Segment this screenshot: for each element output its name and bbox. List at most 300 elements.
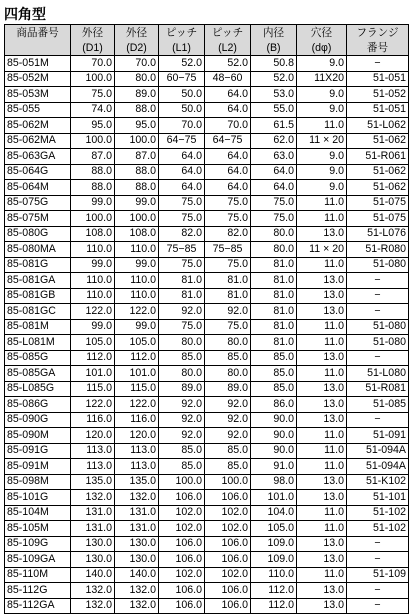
cell-pitch-l1: 80.0 bbox=[159, 335, 205, 351]
cell-inner-b: 63.0 bbox=[251, 149, 297, 165]
cell-outer-d1: 100.0 bbox=[71, 211, 115, 227]
cell-inner-b: 105.0 bbox=[251, 521, 297, 537]
cell-flange-no: 51-080 bbox=[347, 257, 409, 273]
header-row-2 bbox=[5, 40, 409, 56]
header-flange-no: フランジ bbox=[347, 25, 409, 41]
table-row bbox=[5, 133, 409, 149]
cell-pitch-l2: 92.0 bbox=[205, 412, 251, 428]
cell-outer-d1: 130.0 bbox=[71, 552, 115, 568]
cell-flange-no: − bbox=[347, 552, 409, 568]
cell-outer-d2: 108.0 bbox=[115, 226, 159, 242]
cell-outer-d1: 130.0 bbox=[71, 536, 115, 552]
header-pitch-l2: ピッチ bbox=[205, 25, 251, 41]
table-row bbox=[5, 87, 409, 103]
cell-outer-d2: 99.0 bbox=[115, 195, 159, 211]
cell-product-code: 85-091G bbox=[5, 443, 71, 459]
cell-product-code: 85-086G bbox=[5, 397, 71, 413]
cell-hole-d: 11.0 bbox=[297, 319, 347, 335]
cell-product-code: 85-062M bbox=[5, 118, 71, 134]
cell-outer-d1: 120.0 bbox=[71, 428, 115, 444]
cell-flange-no: 51-R080 bbox=[347, 242, 409, 258]
cell-pitch-l2: 106.0 bbox=[205, 490, 251, 506]
cell-outer-d1: 70.0 bbox=[71, 56, 115, 72]
cell-pitch-l2: 106.0 bbox=[205, 598, 251, 614]
cell-flange-no: 51-052 bbox=[347, 87, 409, 103]
cell-outer-d1: 110.0 bbox=[71, 288, 115, 304]
cell-hole-d: 9.0 bbox=[297, 56, 347, 72]
cell-flange-no: − bbox=[347, 56, 409, 72]
cell-outer-d1: 110.0 bbox=[71, 273, 115, 289]
table-row bbox=[5, 164, 409, 180]
cell-inner-b: 109.0 bbox=[251, 536, 297, 552]
header-hole-d-sub: (dφ) bbox=[297, 40, 347, 56]
cell-inner-b: 81.0 bbox=[251, 288, 297, 304]
cell-product-code: 85-053M bbox=[5, 87, 71, 103]
table-row bbox=[5, 428, 409, 444]
cell-outer-d1: 110.0 bbox=[71, 242, 115, 258]
cell-product-code: 85-075M bbox=[5, 211, 71, 227]
cell-pitch-l2: 75.0 bbox=[205, 211, 251, 227]
cell-flange-no: 51-102 bbox=[347, 521, 409, 537]
cell-product-code: 85-098M bbox=[5, 474, 71, 490]
cell-outer-d1: 100.0 bbox=[71, 133, 115, 149]
cell-product-code: 85-112GA bbox=[5, 598, 71, 614]
cell-flange-no: 51-062 bbox=[347, 180, 409, 196]
cell-outer-d1: 135.0 bbox=[71, 474, 115, 490]
cell-flange-no: 51-L062 bbox=[347, 118, 409, 134]
cell-hole-d: 13.0 bbox=[297, 474, 347, 490]
cell-flange-no: 51-062 bbox=[347, 164, 409, 180]
cell-pitch-l1: 50.0 bbox=[159, 87, 205, 103]
table-row bbox=[5, 567, 409, 583]
cell-outer-d1: 122.0 bbox=[71, 397, 115, 413]
cell-inner-b: 104.0 bbox=[251, 505, 297, 521]
cell-flange-no: − bbox=[347, 288, 409, 304]
cell-inner-b: 81.0 bbox=[251, 304, 297, 320]
cell-pitch-l2: 82.0 bbox=[205, 226, 251, 242]
cell-inner-b: 64.0 bbox=[251, 164, 297, 180]
cell-product-code: 85-109GA bbox=[5, 552, 71, 568]
cell-outer-d1: 116.0 bbox=[71, 412, 115, 428]
cell-pitch-l1: 81.0 bbox=[159, 288, 205, 304]
cell-pitch-l2: 52.0 bbox=[205, 56, 251, 72]
cell-product-code: 85-091M bbox=[5, 459, 71, 475]
cell-outer-d2: 88.0 bbox=[115, 164, 159, 180]
header-outer-d1: 外径 bbox=[71, 25, 115, 41]
cell-pitch-l2: 80.0 bbox=[205, 366, 251, 382]
cell-outer-d2: 88.0 bbox=[115, 180, 159, 196]
cell-inner-b: 85.0 bbox=[251, 381, 297, 397]
cell-outer-d2: 140.0 bbox=[115, 567, 159, 583]
cell-flange-no: 51-085 bbox=[347, 397, 409, 413]
cell-pitch-l1: 64.0 bbox=[159, 180, 205, 196]
cell-outer-d1: 113.0 bbox=[71, 459, 115, 475]
cell-outer-d1: 95.0 bbox=[71, 118, 115, 134]
cell-pitch-l2: 89.0 bbox=[205, 381, 251, 397]
cell-inner-b: 91.0 bbox=[251, 459, 297, 475]
cell-pitch-l2: 48−60 bbox=[205, 71, 251, 87]
cell-outer-d1: 99.0 bbox=[71, 319, 115, 335]
cell-pitch-l2: 81.0 bbox=[205, 288, 251, 304]
cell-pitch-l1: 106.0 bbox=[159, 598, 205, 614]
header-pitch-l1: ピッチ bbox=[159, 25, 205, 41]
cell-hole-d: 9.0 bbox=[297, 149, 347, 165]
cell-product-code: 85-081M bbox=[5, 319, 71, 335]
cell-outer-d1: 88.0 bbox=[71, 164, 115, 180]
cell-pitch-l2: 64.0 bbox=[205, 87, 251, 103]
cell-hole-d: 13.0 bbox=[297, 412, 347, 428]
cell-pitch-l2: 85.0 bbox=[205, 350, 251, 366]
header-outer-d2: 外径 bbox=[115, 25, 159, 41]
cell-outer-d2: 113.0 bbox=[115, 459, 159, 475]
cell-outer-d1: 105.0 bbox=[71, 335, 115, 351]
cell-product-code: 85-064G bbox=[5, 164, 71, 180]
cell-hole-d: 11.0 bbox=[297, 257, 347, 273]
cell-product-code: 85-L085G bbox=[5, 381, 71, 397]
cell-hole-d: 11.0 bbox=[297, 366, 347, 382]
cell-pitch-l1: 64−75 bbox=[159, 133, 205, 149]
cell-pitch-l1: 81.0 bbox=[159, 273, 205, 289]
header-row-1 bbox=[5, 25, 409, 41]
cell-outer-d1: 132.0 bbox=[71, 583, 115, 599]
table-row bbox=[5, 149, 409, 165]
cell-flange-no: 51-L076 bbox=[347, 226, 409, 242]
cell-outer-d1: 131.0 bbox=[71, 505, 115, 521]
cell-inner-b: 80.0 bbox=[251, 242, 297, 258]
cell-flange-no: − bbox=[347, 412, 409, 428]
cell-product-code: 85-051M bbox=[5, 56, 71, 72]
cell-hole-d: 11.0 bbox=[297, 118, 347, 134]
cell-pitch-l2: 64.0 bbox=[205, 180, 251, 196]
cell-product-code: 85-085G bbox=[5, 350, 71, 366]
table-row bbox=[5, 335, 409, 351]
cell-flange-no: 51-R081 bbox=[347, 381, 409, 397]
header-pitch-l2-sub: (L2) bbox=[205, 40, 251, 56]
cell-hole-d: 13.0 bbox=[297, 490, 347, 506]
cell-outer-d2: 130.0 bbox=[115, 536, 159, 552]
table-row bbox=[5, 319, 409, 335]
cell-hole-d: 13.0 bbox=[297, 226, 347, 242]
cell-outer-d1: 115.0 bbox=[71, 381, 115, 397]
cell-pitch-l2: 102.0 bbox=[205, 505, 251, 521]
cell-hole-d: 13.0 bbox=[297, 304, 347, 320]
cell-hole-d: 11.0 bbox=[297, 521, 347, 537]
table-row bbox=[5, 490, 409, 506]
table-row bbox=[5, 397, 409, 413]
cell-pitch-l1: 102.0 bbox=[159, 567, 205, 583]
cell-pitch-l2: 80.0 bbox=[205, 335, 251, 351]
cell-hole-d: 11.0 bbox=[297, 505, 347, 521]
cell-flange-no: 51-075 bbox=[347, 211, 409, 227]
cell-outer-d2: 101.0 bbox=[115, 366, 159, 382]
cell-hole-d: 11.0 bbox=[297, 567, 347, 583]
cell-product-code: 85-110M bbox=[5, 567, 71, 583]
table-row bbox=[5, 195, 409, 211]
cell-hole-d: 11.0 bbox=[297, 459, 347, 475]
cell-outer-d2: 116.0 bbox=[115, 412, 159, 428]
cell-pitch-l2: 64.0 bbox=[205, 102, 251, 118]
cell-product-code: 85-109G bbox=[5, 536, 71, 552]
cell-inner-b: 90.0 bbox=[251, 412, 297, 428]
cell-inner-b: 81.0 bbox=[251, 257, 297, 273]
cell-flange-no: 51-091 bbox=[347, 428, 409, 444]
cell-pitch-l1: 106.0 bbox=[159, 583, 205, 599]
header-hole-d: 穴径 bbox=[297, 25, 347, 41]
spec-table bbox=[4, 24, 409, 614]
cell-pitch-l1: 64.0 bbox=[159, 164, 205, 180]
cell-flange-no: 51-K102 bbox=[347, 474, 409, 490]
cell-pitch-l1: 70.0 bbox=[159, 118, 205, 134]
cell-inner-b: 101.0 bbox=[251, 490, 297, 506]
cell-flange-no: 51-062 bbox=[347, 133, 409, 149]
cell-pitch-l1: 92.0 bbox=[159, 428, 205, 444]
cell-outer-d1: 140.0 bbox=[71, 567, 115, 583]
cell-product-code: 85-075G bbox=[5, 195, 71, 211]
cell-hole-d: 11.0 bbox=[297, 211, 347, 227]
cell-pitch-l1: 64.0 bbox=[159, 149, 205, 165]
cell-pitch-l1: 50.0 bbox=[159, 102, 205, 118]
table-row bbox=[5, 381, 409, 397]
table-row bbox=[5, 180, 409, 196]
cell-product-code: 85-090G bbox=[5, 412, 71, 428]
header-outer-d1-sub: (D1) bbox=[71, 40, 115, 56]
cell-product-code: 85-112G bbox=[5, 583, 71, 599]
cell-outer-d2: 115.0 bbox=[115, 381, 159, 397]
cell-pitch-l1: 92.0 bbox=[159, 412, 205, 428]
cell-product-code: 85-081GA bbox=[5, 273, 71, 289]
cell-product-code: 85-081GB bbox=[5, 288, 71, 304]
cell-outer-d2: 120.0 bbox=[115, 428, 159, 444]
cell-pitch-l1: 52.0 bbox=[159, 56, 205, 72]
table-row bbox=[5, 459, 409, 475]
table-row bbox=[5, 443, 409, 459]
table-row bbox=[5, 583, 409, 599]
cell-inner-b: 98.0 bbox=[251, 474, 297, 490]
cell-outer-d1: 100.0 bbox=[71, 71, 115, 87]
cell-outer-d2: 88.0 bbox=[115, 102, 159, 118]
cell-hole-d: 11 × 20 bbox=[297, 242, 347, 258]
cell-pitch-l2: 106.0 bbox=[205, 583, 251, 599]
cell-flange-no: 51-L080 bbox=[347, 366, 409, 382]
cell-outer-d2: 105.0 bbox=[115, 335, 159, 351]
cell-pitch-l1: 75.0 bbox=[159, 211, 205, 227]
cell-hole-d: 11.0 bbox=[297, 195, 347, 211]
cell-outer-d2: 131.0 bbox=[115, 521, 159, 537]
cell-pitch-l2: 106.0 bbox=[205, 552, 251, 568]
cell-pitch-l1: 89.0 bbox=[159, 381, 205, 397]
cell-flange-no: 51-080 bbox=[347, 335, 409, 351]
cell-pitch-l1: 85.0 bbox=[159, 443, 205, 459]
cell-inner-b: 55.0 bbox=[251, 102, 297, 118]
table-row bbox=[5, 273, 409, 289]
table-row bbox=[5, 118, 409, 134]
cell-outer-d2: 80.0 bbox=[115, 71, 159, 87]
cell-pitch-l2: 75−85 bbox=[205, 242, 251, 258]
cell-flange-no: 51-051 bbox=[347, 71, 409, 87]
table-row bbox=[5, 257, 409, 273]
cell-hole-d: 13.0 bbox=[297, 381, 347, 397]
page-title: 四角型 bbox=[4, 6, 46, 22]
table-row bbox=[5, 56, 409, 72]
cell-inner-b: 81.0 bbox=[251, 319, 297, 335]
cell-pitch-l1: 60−75 bbox=[159, 71, 205, 87]
cell-hole-d: 13.0 bbox=[297, 350, 347, 366]
cell-outer-d2: 122.0 bbox=[115, 304, 159, 320]
cell-flange-no: 51-101 bbox=[347, 490, 409, 506]
cell-pitch-l1: 75−85 bbox=[159, 242, 205, 258]
cell-hole-d: 13.0 bbox=[297, 583, 347, 599]
cell-product-code: 85-101G bbox=[5, 490, 71, 506]
cell-inner-b: 112.0 bbox=[251, 583, 297, 599]
cell-outer-d2: 130.0 bbox=[115, 552, 159, 568]
cell-outer-d1: 75.0 bbox=[71, 87, 115, 103]
cell-pitch-l1: 92.0 bbox=[159, 397, 205, 413]
cell-pitch-l1: 75.0 bbox=[159, 195, 205, 211]
cell-hole-d: 13.0 bbox=[297, 273, 347, 289]
cell-product-code: 85-064M bbox=[5, 180, 71, 196]
cell-pitch-l2: 102.0 bbox=[205, 521, 251, 537]
cell-flange-no: 51-051 bbox=[347, 102, 409, 118]
table-row bbox=[5, 552, 409, 568]
cell-flange-no: 51-094A bbox=[347, 459, 409, 475]
cell-pitch-l1: 82.0 bbox=[159, 226, 205, 242]
table-row bbox=[5, 211, 409, 227]
cell-flange-no: − bbox=[347, 583, 409, 599]
cell-inner-b: 64.0 bbox=[251, 180, 297, 196]
cell-inner-b: 85.0 bbox=[251, 350, 297, 366]
cell-hole-d: 9.0 bbox=[297, 102, 347, 118]
cell-inner-b: 110.0 bbox=[251, 567, 297, 583]
cell-flange-no: 51-080 bbox=[347, 319, 409, 335]
header-inner-b-sub: (B) bbox=[251, 40, 297, 56]
cell-inner-b: 75.0 bbox=[251, 211, 297, 227]
cell-inner-b: 81.0 bbox=[251, 273, 297, 289]
cell-outer-d1: 99.0 bbox=[71, 257, 115, 273]
cell-inner-b: 90.0 bbox=[251, 443, 297, 459]
cell-inner-b: 90.0 bbox=[251, 428, 297, 444]
cell-outer-d2: 132.0 bbox=[115, 490, 159, 506]
cell-pitch-l2: 85.0 bbox=[205, 459, 251, 475]
table-row bbox=[5, 226, 409, 242]
cell-pitch-l1: 75.0 bbox=[159, 257, 205, 273]
cell-pitch-l1: 85.0 bbox=[159, 459, 205, 475]
cell-outer-d1: 132.0 bbox=[71, 598, 115, 614]
cell-hole-d: 9.0 bbox=[297, 180, 347, 196]
cell-hole-d: 9.0 bbox=[297, 87, 347, 103]
cell-pitch-l2: 75.0 bbox=[205, 319, 251, 335]
cell-pitch-l1: 106.0 bbox=[159, 552, 205, 568]
cell-hole-d: 13.0 bbox=[297, 598, 347, 614]
cell-outer-d2: 132.0 bbox=[115, 598, 159, 614]
cell-pitch-l2: 64.0 bbox=[205, 149, 251, 165]
cell-flange-no: − bbox=[347, 273, 409, 289]
table-row bbox=[5, 505, 409, 521]
cell-pitch-l2: 106.0 bbox=[205, 536, 251, 552]
cell-outer-d1: 112.0 bbox=[71, 350, 115, 366]
cell-hole-d: 13.0 bbox=[297, 288, 347, 304]
cell-flange-no: 51-109 bbox=[347, 567, 409, 583]
table-header bbox=[5, 25, 409, 56]
header-product-code: 商品番号 bbox=[5, 25, 71, 41]
cell-outer-d2: 131.0 bbox=[115, 505, 159, 521]
cell-flange-no: − bbox=[347, 598, 409, 614]
cell-hole-d: 11.0 bbox=[297, 443, 347, 459]
cell-outer-d2: 95.0 bbox=[115, 118, 159, 134]
cell-pitch-l1: 102.0 bbox=[159, 505, 205, 521]
cell-product-code: 85-062MA bbox=[5, 133, 71, 149]
cell-outer-d1: 99.0 bbox=[71, 195, 115, 211]
cell-pitch-l2: 100.0 bbox=[205, 474, 251, 490]
cell-inner-b: 75.0 bbox=[251, 195, 297, 211]
header-inner-b: 内径 bbox=[251, 25, 297, 41]
cell-product-code: 85-055 bbox=[5, 102, 71, 118]
cell-pitch-l1: 100.0 bbox=[159, 474, 205, 490]
cell-outer-d1: 132.0 bbox=[71, 490, 115, 506]
cell-product-code: 85-063GA bbox=[5, 149, 71, 165]
cell-outer-d2: 122.0 bbox=[115, 397, 159, 413]
cell-outer-d2: 113.0 bbox=[115, 443, 159, 459]
cell-pitch-l2: 92.0 bbox=[205, 428, 251, 444]
cell-product-code: 85-104M bbox=[5, 505, 71, 521]
cell-pitch-l2: 64−75 bbox=[205, 133, 251, 149]
cell-pitch-l1: 85.0 bbox=[159, 350, 205, 366]
cell-outer-d2: 87.0 bbox=[115, 149, 159, 165]
cell-hole-d: 13.0 bbox=[297, 552, 347, 568]
cell-product-code: 85-L081M bbox=[5, 335, 71, 351]
cell-product-code: 85-080G bbox=[5, 226, 71, 242]
cell-outer-d2: 70.0 bbox=[115, 56, 159, 72]
cell-flange-no: − bbox=[347, 304, 409, 320]
cell-outer-d2: 110.0 bbox=[115, 273, 159, 289]
table-row bbox=[5, 350, 409, 366]
cell-outer-d1: 88.0 bbox=[71, 180, 115, 196]
cell-pitch-l2: 92.0 bbox=[205, 397, 251, 413]
cell-outer-d2: 100.0 bbox=[115, 133, 159, 149]
cell-product-code: 85-090M bbox=[5, 428, 71, 444]
cell-inner-b: 80.0 bbox=[251, 226, 297, 242]
cell-inner-b: 52.0 bbox=[251, 71, 297, 87]
cell-inner-b: 86.0 bbox=[251, 397, 297, 413]
table-row bbox=[5, 242, 409, 258]
cell-outer-d2: 99.0 bbox=[115, 257, 159, 273]
cell-pitch-l1: 92.0 bbox=[159, 304, 205, 320]
table-row bbox=[5, 521, 409, 537]
cell-pitch-l1: 106.0 bbox=[159, 490, 205, 506]
header-flange-no-sub: 番号 bbox=[347, 40, 409, 56]
cell-pitch-l2: 102.0 bbox=[205, 567, 251, 583]
table-row bbox=[5, 366, 409, 382]
cell-hole-d: 11.0 bbox=[297, 335, 347, 351]
table-row bbox=[5, 536, 409, 552]
cell-pitch-l1: 102.0 bbox=[159, 521, 205, 537]
cell-inner-b: 109.0 bbox=[251, 552, 297, 568]
cell-inner-b: 85.0 bbox=[251, 366, 297, 382]
cell-outer-d1: 108.0 bbox=[71, 226, 115, 242]
cell-hole-d: 11 × 20 bbox=[297, 133, 347, 149]
cell-product-code: 85-081G bbox=[5, 257, 71, 273]
cell-pitch-l2: 75.0 bbox=[205, 257, 251, 273]
cell-product-code: 85-081GC bbox=[5, 304, 71, 320]
cell-outer-d2: 110.0 bbox=[115, 242, 159, 258]
cell-outer-d1: 131.0 bbox=[71, 521, 115, 537]
cell-flange-no: 51-094A bbox=[347, 443, 409, 459]
header-outer-d2-sub: (D2) bbox=[115, 40, 159, 56]
cell-product-code: 85-085GA bbox=[5, 366, 71, 382]
cell-hole-d: 11.0 bbox=[297, 428, 347, 444]
cell-pitch-l2: 81.0 bbox=[205, 273, 251, 289]
cell-product-code: 85-080MA bbox=[5, 242, 71, 258]
cell-outer-d1: 101.0 bbox=[71, 366, 115, 382]
